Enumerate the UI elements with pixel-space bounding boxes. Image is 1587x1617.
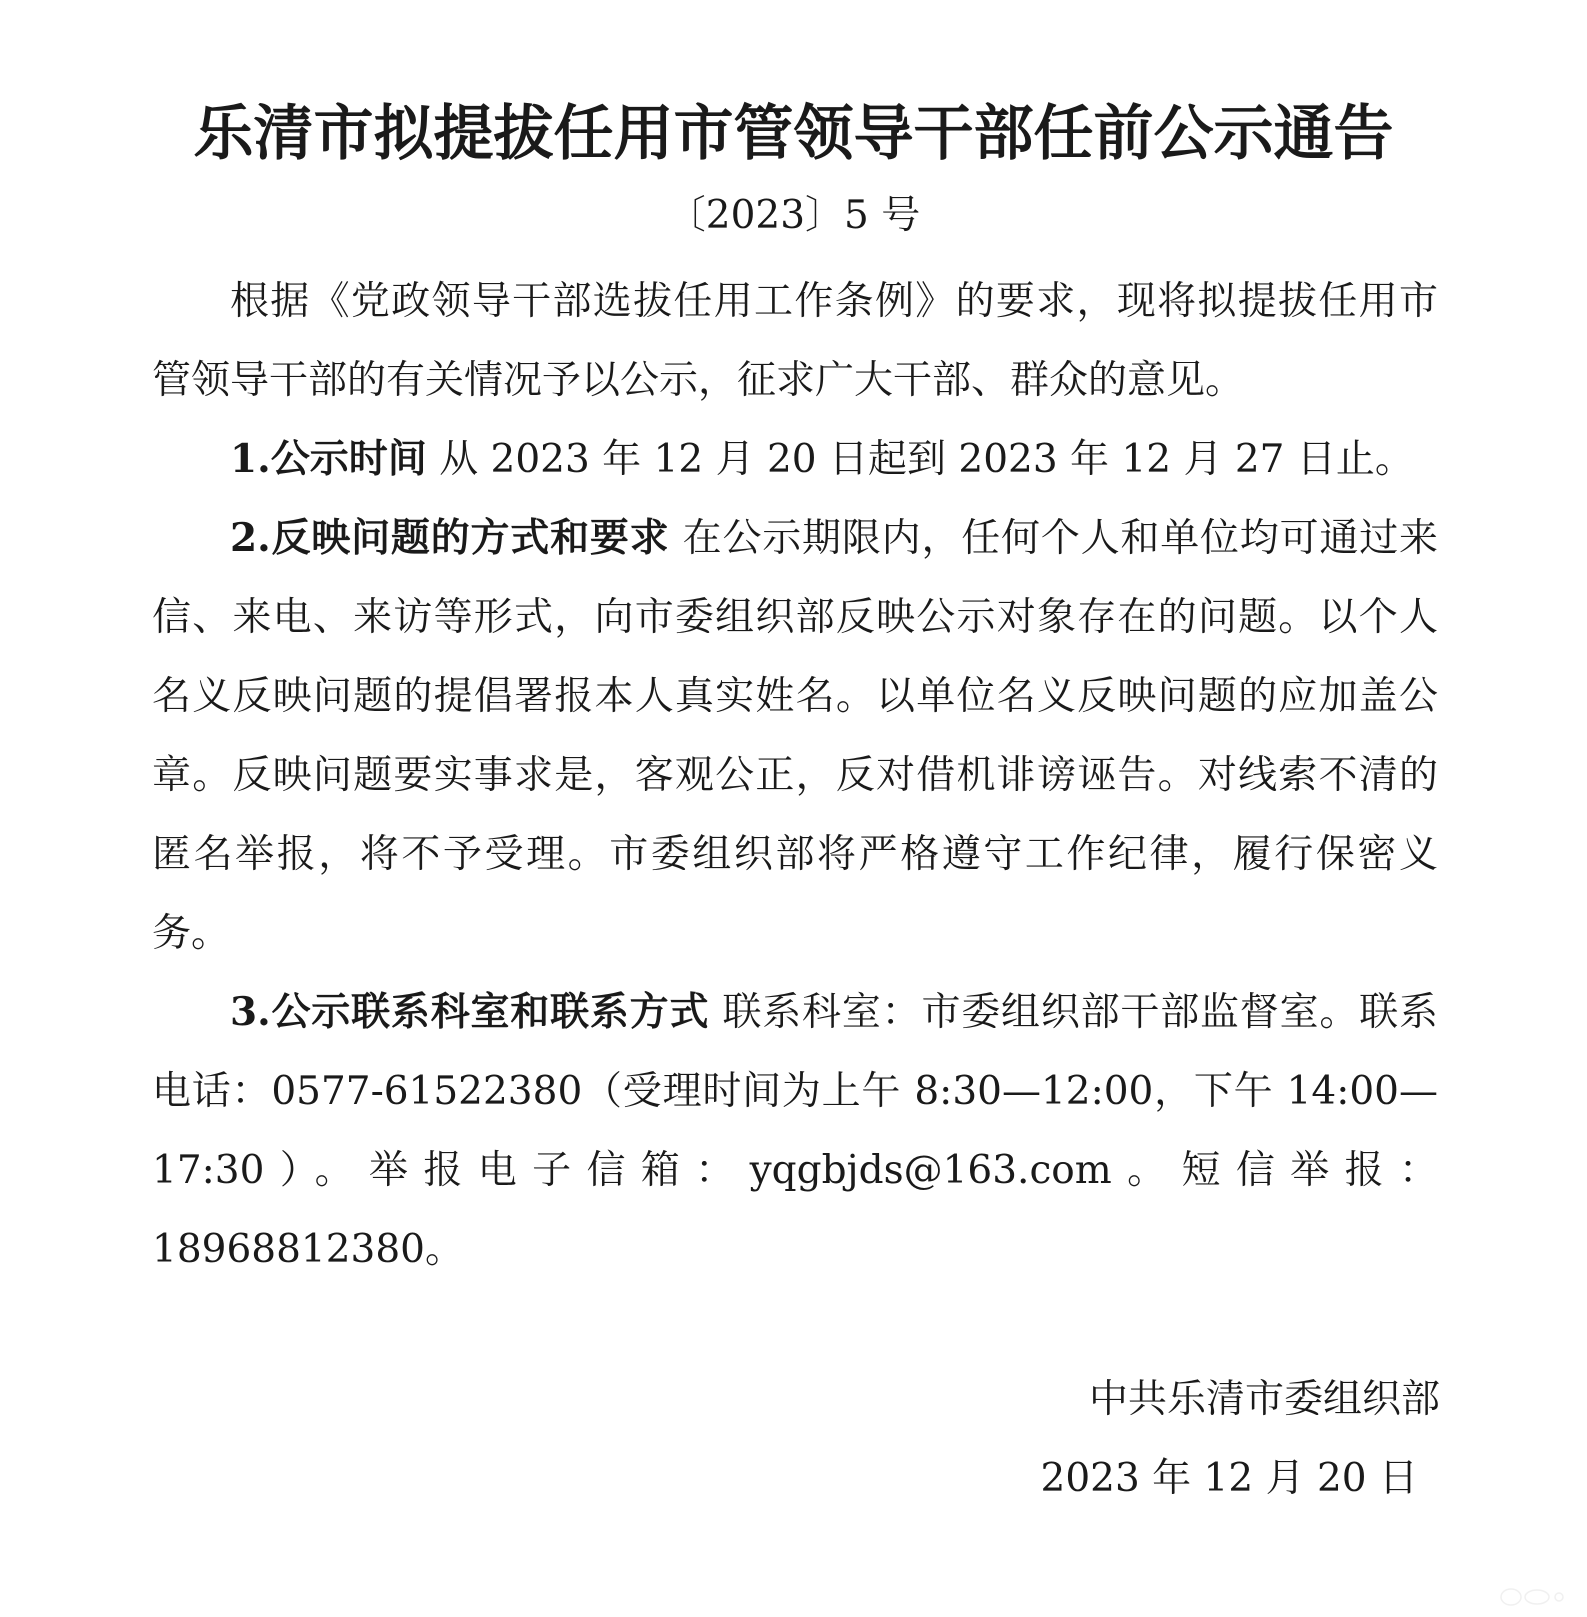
document-title: 乐清市拟提拔任用市管领导干部任前公示通告 [193, 99, 1394, 169]
section-contact-info [152, 973, 1438, 1289]
section-text: 联系科室：市委组织部干部监督室。联系电话：0577-61522380（受理时间为上午 8:30—12:00，下午 14:00—17:30）。举报电子信箱：yqgbjds@163.com。短信举报：18968812380。 [152, 990, 1438, 1272]
section-heading: 2.反映问题的方式和要求 [230, 515, 670, 561]
issue-date: 2023 年 12 月 20 日 [1040, 1456, 1418, 1501]
section-publicity-period [152, 420, 1438, 499]
section-heading: 1.公示时间 [230, 436, 427, 482]
section-text: 从 2023 年 12 月 20 日起到 2023 年 12 月 27 日止。 [439, 437, 1414, 482]
document-body [152, 262, 1438, 1289]
issuer-signature: 中共乐清市委组织部 [1088, 1377, 1440, 1422]
document-number: 〔2023〕5 号 [666, 193, 921, 238]
section-heading: 3.公示联系科室和联系方式 [230, 989, 710, 1035]
watermark-icon [1497, 1585, 1567, 1609]
section-text: 在公示期限内，任何个人和单位均可通过来信、来电、来访等形式，向市委组织部反映公示对象存在的问题。以个人名义反映问题的提倡署报本人真实姓名。以单位名义反映问题的应加盖公章。反映问题要实事求是，客观公正，反对借机诽谤诬告。对线索不清的匿名举报，将不予受理。市委组织部将严格遵守工作纪律，履行保密义务。 [152, 516, 1438, 956]
section-reporting-method [152, 499, 1438, 973]
intro-paragraph: 根据《党政领导干部选拔任用工作条例》的要求，现将拟提拔任用市管领导干部的有关情况予以公示，征求广大干部、群众的意见。 [152, 279, 1438, 403]
